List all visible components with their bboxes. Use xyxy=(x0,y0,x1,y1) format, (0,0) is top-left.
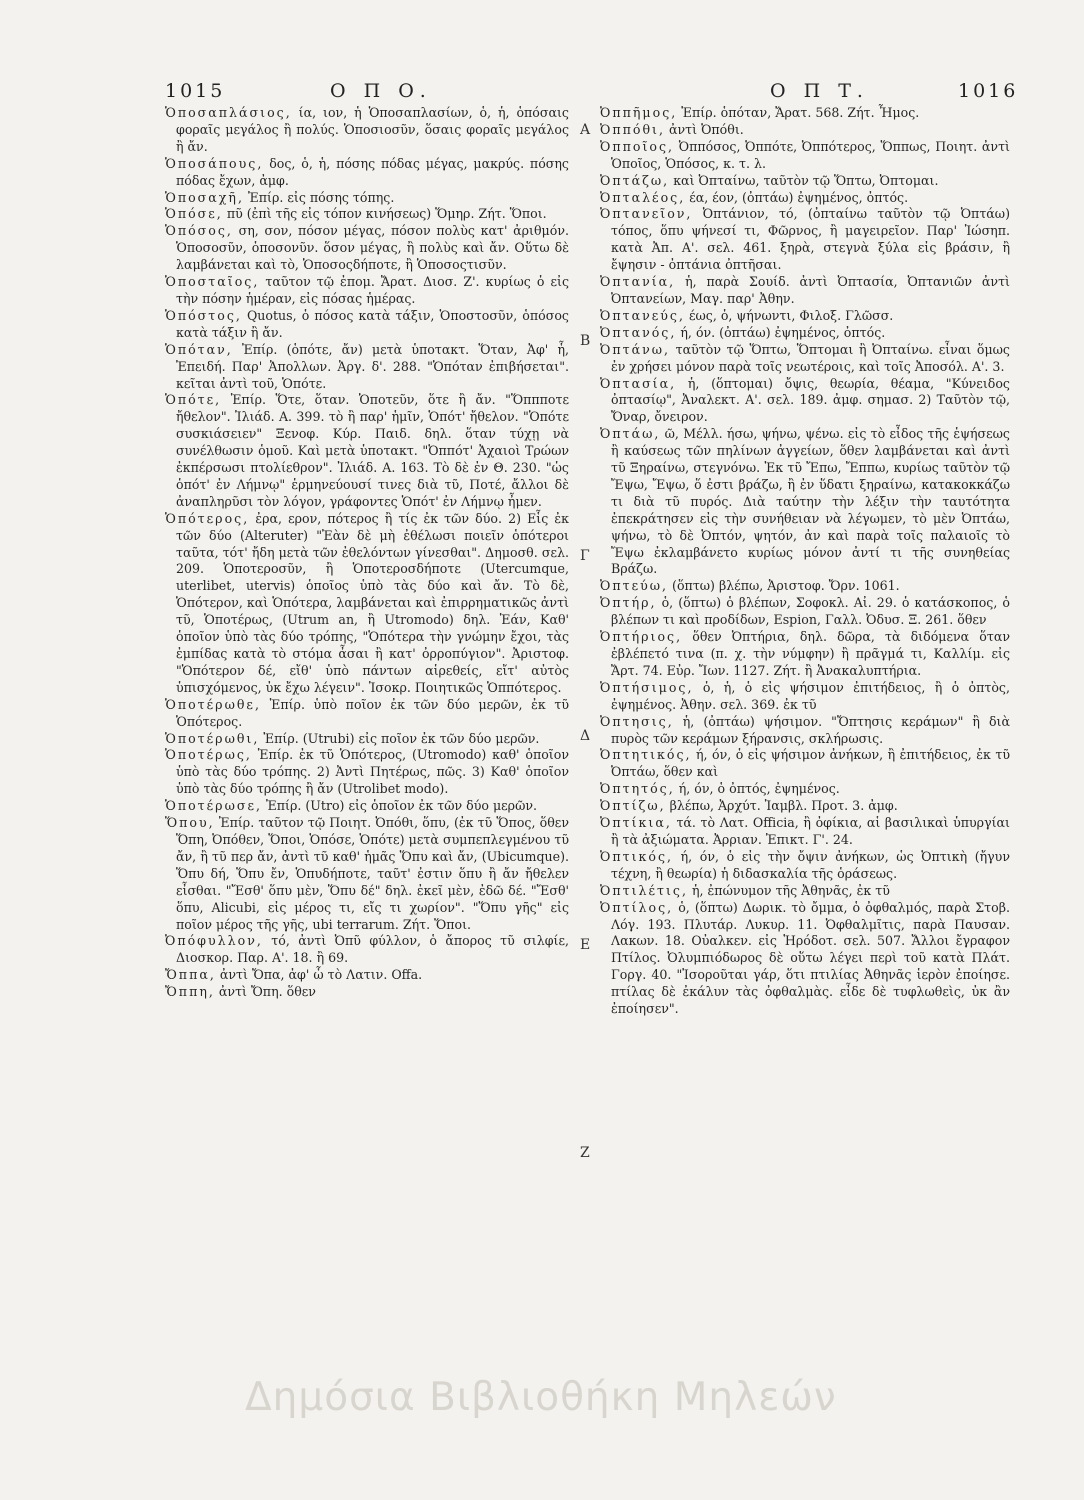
entry-definition: τό, ἀντὶ Ὀπῦ φύλλον, ὁ ἄπορος τῦ σιλφίε, Διοσκορ. Παρ. Α'. 18. ἢ 69. xyxy=(176,933,569,966)
entry-definition: βλέπω, Ἀρχύτ. Ἰαμβλ. Προτ. 3. ἀμφ. xyxy=(669,798,898,814)
running-head-right: Ο Π Τ. xyxy=(770,80,869,102)
margin-letter-e: E xyxy=(580,937,591,953)
section-margin-letters xyxy=(576,0,600,1500)
dictionary-entry xyxy=(165,392,569,510)
entry-definition: Ἐπίρ. (Utrubi) εἰς ποῖον ἐκ τῶν δύο μερῶν. xyxy=(263,730,540,746)
entry-headword: Ὁπόσε, xyxy=(165,206,223,222)
entry-headword: Ὁπόσος, xyxy=(165,223,233,239)
dictionary-entry xyxy=(600,190,1010,207)
entry-definition: δος, ὁ, ἡ, πόσης πόδας μέγας, μακρύς. πόσης πόδας ἔχων, ἀμφ. xyxy=(176,155,569,188)
entry-headword: Ὀπτανία, xyxy=(600,274,676,290)
dictionary-entry xyxy=(600,815,1010,849)
dictionary-entry xyxy=(165,223,569,274)
page-number-right: 1016 xyxy=(958,80,1019,102)
dictionary-entry xyxy=(165,105,569,156)
entry-headword: Ὅπου, xyxy=(165,815,215,831)
entry-definition: Ἐπίρ. ὑπὸ ποῖον ἐκ τῶν δύο μερῶν, ἐκ τῦ Ὁπότερος. xyxy=(176,696,569,729)
dictionary-entry xyxy=(600,781,1010,798)
entry-definition: ὁ, (ὅπτω) ὁ βλέπων, Σοφοκλ. Αἰ. 29. ὁ κατάσκοπος, ὁ βλέπων τι καὶ προδίδων, Espion, Γαλλ. Ὀδυσ. Ξ. 261. ὅθεν xyxy=(611,595,1010,628)
entry-definition: ή, όν. (ὀπτάω) ἐψημένος, ὀπτός. xyxy=(680,324,886,340)
entry-headword: Ὀπτίλος, xyxy=(600,899,674,915)
entry-definition: ἡ, (ὀπτάω) ψήσιμον. "Ὄπτησις κεράμων" ἢ διὰ πυρὸς τῶν κεράμων ξήρανσις, σκλήρωσις. xyxy=(611,713,1010,746)
dictionary-entry xyxy=(165,967,569,984)
entry-headword: Ὁπόστος, xyxy=(165,307,242,323)
entry-definition: ή, όν, ὁ εἰς ψήσιμον ἀνήκων, ἢ ἐπιτήδειος, ἐκ τῦ Ὀπτάω, ὅθεν καὶ xyxy=(611,747,1010,780)
dictionary-entry xyxy=(600,376,1010,427)
margin-letter-b: B xyxy=(580,333,591,349)
entry-headword: Ὀπτιλέτις, xyxy=(600,882,688,898)
dictionary-entry xyxy=(600,308,1010,325)
entry-definition: ἀντὶ Ὄπη. ὅθεν xyxy=(218,984,316,1000)
dictionary-entry xyxy=(600,680,1010,714)
entry-headword: Ὀππῆμος, xyxy=(600,105,678,120)
margin-letter-a: A xyxy=(580,122,591,138)
dictionary-entry xyxy=(600,798,1010,815)
entry-definition: ση, σον, πόσον μέγας, πόσον πολὺς κατ' ἀριθμόν. Ὁποσοσῦν, ὁποσονῦν. ὅσον μέγας, ἢ πολὺς καὶ ἄν. Οὕτω δὲ λαμβάνεται καὶ τὸ, Ὁποσοςδήποτε, ἢ Ὁποσοςτισῦν. xyxy=(176,223,569,273)
dictionary-entry xyxy=(600,426,1010,578)
dictionary-entry xyxy=(600,274,1010,308)
dictionary-entry xyxy=(165,274,569,308)
entry-headword: Ὄππα, xyxy=(165,967,216,983)
entry-headword: Ὀπτάνω, xyxy=(600,341,671,357)
entry-definition: έα, έον, (ὀπτάω) ἐψημένος, ὀπτός. xyxy=(689,189,909,205)
entry-headword: Ὀπτανός, xyxy=(600,324,677,340)
dictionary-entry xyxy=(600,747,1010,781)
entry-definition: ῶ, Μέλλ. ήσω, ψήνω, ψένω. εἰς τὸ εἶδος τῆς ἑψήσεως ἢ καύσεως τῶν πηλίνων ἀγγείων, ὅθεν λαμβάνεται καὶ ἀντὶ τῦ Ξηραίνω, στεγνόνω. Ἐκ τῦ Ἔπω, Ἔππω, κυρίως ταῦτὸν τῷ Ἔψω, Ἔψω, ὅ ἐστι βράζω, ἢ ἐν ὕδατι ξηραίνω, κατακοκκάζω τι διὰ τῦ πυρός. Διὰ ταύτην τὴν λέξιν τὴν ταυτότητα ἐπεκράτησεν εἰς τὴν συνήθειαν νὰ λέγωμεν, τὸ μὲν Ὀπτάω, ψήνω, τὸ δὲ Ὀπτόν, ψητόν, ἀν καὶ παρὰ τοῖς παλαιοῖς τὸ Ἔψω ἐκλαμβάνετο κυρίως μόνον ἀντί τι τῆς συνηθείας Βράζω. xyxy=(611,426,1010,577)
entry-headword: Ὁποσάπους, xyxy=(165,155,264,171)
dictionary-entry xyxy=(165,308,569,342)
entry-headword: Ὀπτίκια, xyxy=(600,815,672,831)
entry-definition: ή, όν, ὁ εἰς τὴν ὄψιν ἀνήκων, ὡς Ὀπτικὴ (ἤγυν τέχνη, ἢ θεωρία) ἡ διδασκαλία τῆς ὁράσεως. xyxy=(611,848,1010,881)
entry-headword: Ὀπτανεῖον, xyxy=(600,206,693,222)
entry-headword: Ὁποτέρως, xyxy=(165,747,252,763)
entry-definition: ὁ, ἡ, ὁ εἰς ψήσιμον ἐπιτήδειος, ἢ ὁ ὀπτὸς, ἐψημένος. Ἀθην. σελ. 369. ἐκ τῦ xyxy=(611,679,1010,712)
entry-headword: Ὁποσταῖος, xyxy=(165,274,260,290)
margin-letter-gamma: Γ xyxy=(580,548,590,564)
entry-headword: Ὁποσαχῆ, xyxy=(165,189,244,205)
entry-definition: ὅθεν Ὀπτήρια, δηλ. δῶρα, τὰ διδόμενα ὅταν ἐβλέπετό τινα (π. χ. τὴν νύμφην) ἢ πρᾶγμά τι, Καλλίμ. εἰς Ἄρτ. 74. Εὐρ. Ἴων. 1127. Ζήτ. ἢ Ἀνακαλυπτήρια. xyxy=(611,629,1010,678)
entry-headword: Ὀπτικός, xyxy=(600,848,674,864)
entry-definition: Ὀπτάνιον, τό, (ὀπταίνω ταῦτὸν τῷ Ὀπτάω) τόπος, ὅπυ ψήνεσί τι, Φῶρνος, ἢ μαγειρεῖον. Παρ' Ἰώσηπ. κατὰ Ἀπ. Α'. σελ. 461. ξηρὰ, στεγνὰ ξύλα εἰς βράσιν, ἢ ἔψησιν - ὀπτάνια ὀπτῆσαι. xyxy=(611,206,1010,273)
running-head-left: Ο Π Ο. xyxy=(330,80,432,102)
entry-definition: ἡ, ἐπώνυμον τῆς Ἀθηνᾶς, ἐκ τῦ xyxy=(692,882,890,898)
entry-definition: καὶ Ὀπταίνω, ταῦτὸν τῷ Ὅπτω, Ὀπτομαι. xyxy=(673,172,939,188)
entry-headword: Ὀπτεύω, xyxy=(600,578,669,594)
entry-headword: Ὀπταλέος, xyxy=(600,189,686,205)
dictionary-entry xyxy=(165,747,569,798)
entry-definition: Ἐπίρ. ὁπόταν, Ἄρατ. 568. Ζήτ. Ἦμος. xyxy=(681,105,920,120)
dictionary-entry xyxy=(600,849,1010,883)
dictionary-entry xyxy=(165,933,569,967)
entry-headword: Ὀπτητός, xyxy=(600,781,675,797)
entry-definition: Ἐπίρ. (ὁπότε, ἄν) μετὰ ὑποτακτ. Ὅταν, Ἀφ' ἧ, Ἐπειδή. Παρ' Ἀπολλων. Ἀργ. δ'. 288. "Ὁπόταν ἐπιβήσεται". κεῖται ἀντὶ τοῦ, Ὁπότε. xyxy=(176,341,569,391)
entry-headword: Ὀπτήρ, xyxy=(600,595,657,611)
entry-definition: ὁ, (ὅπτω) Δωρικ. τὸ ὄμμα, ὁ ὀφθαλμός, παρὰ Στοβ. Λόγ. 193. Πλυτάρ. Λυκυρ. 11. Ὀφθαλμῖτις, παρὰ Παυσαν. Λακων. 18. Οὐαλκεν. εἰς Ἡρόδοτ. σελ. 507. Ἄλλοι ἔγραφον Πτίλος. Ὀλυμπιόδωρος δὲ οὕτω λέγει περὶ τοῦ κατὰ Πλάτ. Γοργ. 40. "Ἰσοροῦται γάρ, ὅτι πτιλίας Ἀθηνᾶς ἱερὸν ἐποίησε. πτίλας δὲ ἐκάλυν τὰς ὀφθαλμὰς. εἶδε δὲ τυφλωθεὶς, ὐκ ἂν ἐποίησεν". xyxy=(611,899,1010,1017)
dictionary-entry xyxy=(600,206,1010,274)
entry-headword: Ὁποτέρωθε, xyxy=(165,696,261,712)
margin-letter-delta: Δ xyxy=(580,728,591,744)
dictionary-entry xyxy=(165,731,569,748)
margin-letter-zeta: Z xyxy=(580,1145,590,1161)
left-column xyxy=(165,105,569,1001)
dictionary-entry xyxy=(600,900,1010,1018)
entry-definition: ία, ιον, ἡ Ὁποσαπλασίων, ὁ, ἡ, ὁπόσαις φοραῖς μεγάλος ἢ πολύς. Ὁποσιοσῦν, ὅσαις φοραῖς μεγάλος ἢ ἄν. xyxy=(176,105,569,154)
entry-definition: Quotus, ὁ πόσος κατὰ τάξιν, Ὁποστοσῦν, ὁπόσος κατὰ τάξιν ἢ ἄν. xyxy=(176,307,569,340)
dictionary-entry xyxy=(165,511,569,697)
entry-definition: πῦ (ἐπὶ τῆς εἰς τόπον κινήσεως) Ὅμηρ. Ζήτ. Ὅποι. xyxy=(226,206,547,222)
dictionary-entry xyxy=(165,697,569,731)
dictionary-entry xyxy=(600,629,1010,680)
entry-definition: έως, ὁ, ψήνωντι, Φιλοξ. Γλῶσσ. xyxy=(688,307,894,323)
entry-headword: Ὁποτέρωσε, xyxy=(165,798,262,814)
entry-definition: ταῦτον τῷ ἐπομ. Ἄρατ. Διοσ. Ζ'. κυρίως ὁ εἰς τὴν πόσην ἡμέραν, εἰς πόσας ἡμέρας. xyxy=(176,274,569,306)
entry-definition: Ἐπίρ. ταῦτον τῷ Ποιητ. Ὀπόθι, ὅπυ, (ἐκ τῦ Ὅπος, ὅθεν Ὅπη, Ὀπόθεν, Ὅποι, Ὁπόσε, Ὁπότε) μετὰ συμπεπλεγμένου τῦ ἄν, ἢ τῦ περ ἄν, ἀντὶ τῦ καθ' ἡμᾶς Ὅπυ καὶ ἄν, (Ubicumque). Ὅπυ δή, Ὅπυ ἔν, Ὁπυδήποτε, ταῦτ' ἐστιν ὅπυ ἢ ἄν ἤθελεν εἶσθαι. "Ἔσθ' ὅπυ μὲν, Ὅπυ δέ" δηλ. ἐκεῖ μὲν, ἐδῶ δέ. "Ἔσθ' ὅπυ, Alicubi, εἰς μέρος τι, εἴς τι χωρίον". "Ὅπυ γῆς" εἰς ποῖον μέρος τῆς γῆς, ubi terrarum. Ζήτ. Ὅποι. xyxy=(176,815,569,932)
entry-headword: Ὁποτέρωθι, xyxy=(165,730,260,746)
dictionary-entry xyxy=(165,156,569,190)
entry-definition: τά. τὸ Λατ. Officia, ἢ ὀφίκια, αἱ βασιλικαὶ ὑπυργίαι ἢ τὰ ἀξιώματα. Ἀρριαν. Ἐπικτ. Γ'. 24. xyxy=(611,815,1010,847)
dictionary-entry xyxy=(165,206,569,223)
entry-headword: Ὀπτησις, xyxy=(600,713,674,729)
entry-definition: Ἐπίρ. Ὅτε, ὅταν. Ὁποτεῦν, ὅτε ἢ ἄν. "Ὅππποτε ἤθελον". Ἰλιάδ. Α. 399. τὸ ἢ παρ' ἡμῖν, Ὁπότ' ἤθελον. "Ὁπότε συσκιάσειεν" Ξενοφ. Κύρ. Παιδ. δηλ. ὅταν τύχῃ νὰ συνέλθωσιν ὁμοῦ. Καὶ μετὰ ὑποτακτ. "Ὀππότ' Ἀχαιοὶ Τρώων ἐκπέρσωσι πτολίεθρον". Ἰλιάδ. Α. 163. Τὸ δὲ ἐν Θ. 230. "ὡς ὁπότ' ἐν Λήμνῳ" ἑρμηνεύουσί τινες διὰ τῦ, Ποτέ, ἄλλοι δὲ ἀναπληρῦσι τὸν λόγον, γράφοντες Ὁπότ' ἐν Λήμνῳ ἦμεν. xyxy=(176,392,569,509)
right-column xyxy=(600,105,1010,1018)
entry-headword: Ὄππη, xyxy=(165,984,215,1000)
entry-headword: Ὀπτάω, xyxy=(600,426,661,442)
dictionary-entry xyxy=(600,578,1010,595)
page-number-left: 1015 xyxy=(165,80,226,102)
entry-definition: (ὅπτω) βλέπω, Ἀριστοφ. Ὄρν. 1061. xyxy=(672,578,900,594)
entry-headword: Ὀπτανεύς, xyxy=(600,307,685,323)
entry-headword: Ὀπτητικός, xyxy=(600,747,692,763)
dictionary-entry xyxy=(600,122,1010,139)
entry-headword: Ὀπποῖος, xyxy=(600,138,675,154)
dictionary-entry xyxy=(165,815,569,933)
library-watermark: Δημόσια Βιβλιοθήκη Μηλεών xyxy=(245,1375,837,1420)
entry-headword: Ὀπτίζω, xyxy=(600,798,666,814)
entry-headword: Ὀπτήριος, xyxy=(600,629,683,645)
dictionary-entry xyxy=(600,105,1010,122)
entry-definition: ταῦτὸν τῷ Ὅπτω, Ὅπτομαι ἢ Ὀπταίνω. εἶναι ὅμως ἐν χρήσει μόνον παρὰ τοῖς νεωτέροις, καὶ τοῖς Ἀποσόλ. Α'. 3. xyxy=(611,341,1010,374)
entry-headword: Ὁπότε, xyxy=(165,392,222,408)
dictionary-entry xyxy=(165,798,569,815)
entry-definition: ἡ, (ὅπτομαι) ὄψις, θεωρία, θέαμα, "Κύνειδος ὀπτασίῳ", Ἀναλεκτ. Α'. σελ. 189. ἀμφ. σημασ. 2) Ταῦτὸν τῷ, Ὄναρ, ὄνειρον. xyxy=(611,375,1010,425)
entry-definition: Ὀππόσος, Ὀππότε, Ὀππότερος, Ὅππως, Ποιητ. ἀντὶ Ὁποῖος, Ὁπόσος, κ. τ. λ. xyxy=(611,138,1010,171)
dictionary-entry xyxy=(600,139,1010,173)
dictionary-entry xyxy=(165,190,569,207)
entry-definition: Ἐπίρ. εἰς πόσης τόπης. xyxy=(247,189,395,205)
entry-headword: Ὀππόθι, xyxy=(600,121,665,137)
dictionary-entry xyxy=(165,984,569,1001)
entry-headword: Ὀπτασία, xyxy=(600,375,677,391)
dictionary-entry xyxy=(600,342,1010,376)
entry-headword: Ὀπτήσιμος, xyxy=(600,679,694,695)
dictionary-entry xyxy=(600,173,1010,190)
dictionary-entry xyxy=(165,342,569,393)
entry-definition: ἀντὶ Ὀπόθι. xyxy=(669,121,744,137)
dictionary-entry xyxy=(600,595,1010,629)
entry-definition: ή, όν, ὁ ὀπτός, ἐψημένος. xyxy=(678,781,840,797)
entry-definition: ἐρα, ερον, πότερος ἢ τίς ἐκ τῶν δύο. 2) Εἷς ἐκ τῶν δύο (Alteruter) "Ἐὰν δὲ μὴ ἐθέλωσι ποιεῖν ὁπότεροι ταῦτα, τότ' ἤδη μετὰ τῶν ἐθελόντων γίνεσθαι". Δημοσθ. σελ. 209. Ὁποτεροσῦν, ἢ Ὁποτεροσδήποτε (Utercumque, uterlibet, utervis) ὁποῖος ὑπὸ τὰς δύο καὶ ἄν. Τὸ δὲ, Ὁπότερον, καὶ Ὁπότερα, λαμβάνεται καὶ ἐπιρρηματικῶς ἀντὶ τῦ, Ὁποτέρως, (Utrum an, ἢ Utromodo) δηλ. Ἐάν, Καθ' ὁποῖον ὑπὸ τὰς δύο τρόπης, "Ὁπότερα τὴν γνώμην ἔχοι, τὰς ἐμπίδας κατὰ τὸ στόμα ἆσαι ἢ κατ' ὀρροπύγιον". Ἀριστοφ. "Ὁπότερον δέ, εἴθ' ὑπὸ πάντων αἱρεθείς, εἴτ' αὐτὸς ὑπισχόμενος, ὐκ ἔχω λέγειν". Ἰσοκρ. Ποιητικῶς Ὁππότερος. xyxy=(176,510,569,695)
dictionary-entry xyxy=(600,883,1010,900)
entry-headword: Ὁπόταν, xyxy=(165,341,233,357)
entry-headword: Ὁπότερος, xyxy=(165,510,250,526)
entry-headword: Ὀπόφυλλον, xyxy=(165,933,263,949)
entry-definition: Ἐπίρ. ἐκ τῦ Ὁπότερος, (Utromodo) καθ' ὁποῖον ὑπὸ τὰς δύο τρόπης. 2) Ἀντὶ Πητέρως, πῶς. 3) Καθ' ὁποῖον ὑπὸ τὰς δύο τρόπης ἢ ἄν (Utrolibet modo). xyxy=(176,747,569,797)
entry-headword: Ὁποσαπλάσιος, xyxy=(165,105,292,120)
dictionary-entry xyxy=(600,325,1010,342)
entry-definition: Ἐπίρ. (Utro) εἰς ὁποῖον ἐκ τῶν δύο μερῶν. xyxy=(266,798,538,814)
dictionary-entry xyxy=(600,714,1010,748)
entry-headword: Ὀπτάζω, xyxy=(600,172,670,188)
entry-definition: ἡ, παρὰ Σουίδ. ἀντὶ Ὀπτασία, Ὀπτανιῶν ἀντὶ Ὀπτανείων, Μαγ. παρ' Ἀθην. xyxy=(611,274,1010,306)
entry-definition: ἀντὶ Ὄπα, ἀφ' ὧ τὸ Λατιν. Offa. xyxy=(219,967,423,983)
